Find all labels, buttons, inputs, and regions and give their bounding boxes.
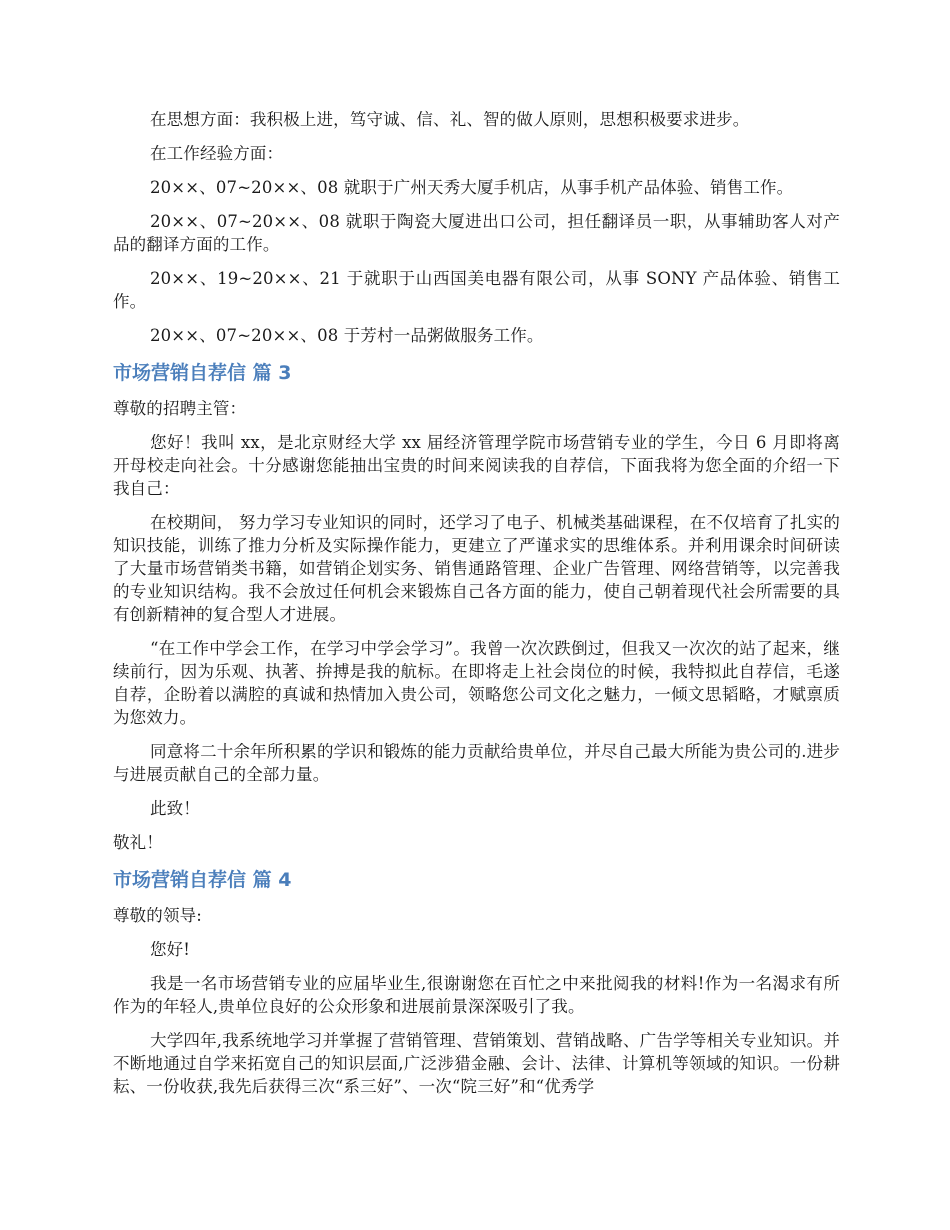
closing-salute: 敬礼！ <box>113 833 163 852</box>
paragraph-school-period: 在校期间， 努力学习专业知识的同时，还学习了电子、机械类基础课程，在不仅培育了扎实的知识技能，训练了推力分析及实际操作能力，更建立了严谨求实的思维体系。并利用课余时间研读了大量市场营销类书籍，如营销企划实务、销售通路管理、企业广告管理、网络营销等，以完善我的专业知识结构。我不会放过任何机会来锻炼自己各方面的能力，使自己朝着现代社会所需要的具有创新精神的复合型人才进展。 <box>113 513 840 624</box>
section-heading-4: 市场营销自荐信 篇 4 <box>113 869 292 891</box>
paragraph-university-study: 大学四年,我系统地学习并掌握了营销管理、营销策划、营销战略、广告学等相关专业知识。并不断地通过自学来拓宽自己的知识层面,广泛涉猎金融、会计、法律、计算机等领域的知识。一份耕耘、一份收获,我先后获得三次“系三好”、一次“院三好”和“优秀学 <box>113 1031 840 1096</box>
paragraph-contribution: 同意将二十余年所积累的学识和锻炼的能力贡献给贵单位，并尽自己最大所能为贵公司的.进步与进展贡献自己的全部力量。 <box>113 742 840 784</box>
salutation-3: 尊敬的招聘主管： <box>113 399 247 418</box>
paragraph-greeting: 您好! <box>150 940 191 959</box>
section-heading-3: 市场营销自荐信 篇 3 <box>113 362 292 384</box>
salutation-4: 尊敬的领导: <box>113 906 202 925</box>
paragraph-motto: “在工作中学会工作，在学习中学会学习”。我曾一次次跌倒过，但我又一次次的站了起来，继续前行，因为乐观、执著、拚搏是我的航标。在即将走上社会岗位的时候，我特拟此自荐信，毛遂自荐，企盼着以满腔的真诚和热情加入贵公司，领略您公司文化之魅力，一倾文思韬略，才赋禀质为您效力。 <box>113 639 840 727</box>
paragraph-work-experience-heading: 在工作经验方面： <box>150 144 284 163</box>
paragraph-sign-off: 此致！ <box>150 799 200 818</box>
paragraph-job-2: 20××、07~20××、08 就职于陶瓷大厦进出口公司，担任翻译员一职，从事辅助客人对产品的翻译方面的工作。 <box>113 212 840 254</box>
paragraph-self-intro: 我是一名市场营销专业的应届毕业生,很谢谢您在百忙之中来批阅我的材料!作为一名渴求有所作为的年轻人,贵单位良好的公众形象和进展前景深深吸引了我。 <box>113 974 840 1016</box>
paragraph-ideology: 在思想方面：我积极上进，笃守诚、信、礼、智的做人原则，思想积极要求进步。 <box>150 110 750 129</box>
document-page <box>113 108 840 1098</box>
paragraph-job-3: 20××、19~20××、21 于就职于山西国美电器有限公司，从事 SONY 产品体验、销售工作。 <box>113 269 840 311</box>
paragraph-job-4: 20××、07~20××、08 于芳村一品粥做服务工作。 <box>150 326 544 345</box>
paragraph-introduction: 您好！我叫 xx，是北京财经大学 xx 届经济管理学院市场营销专业的学生，今日 6 月即将离开母校走向社会。十分感谢您能抽出宝贵的时间来阅读我的自荐信，下面我将为您全面的介绍一下我自己： <box>113 433 840 498</box>
paragraph-job-1: 20××、07~20××、08 就职于广州天秀大厦手机店，从事手机产品体验、销售工作。 <box>150 178 794 197</box>
